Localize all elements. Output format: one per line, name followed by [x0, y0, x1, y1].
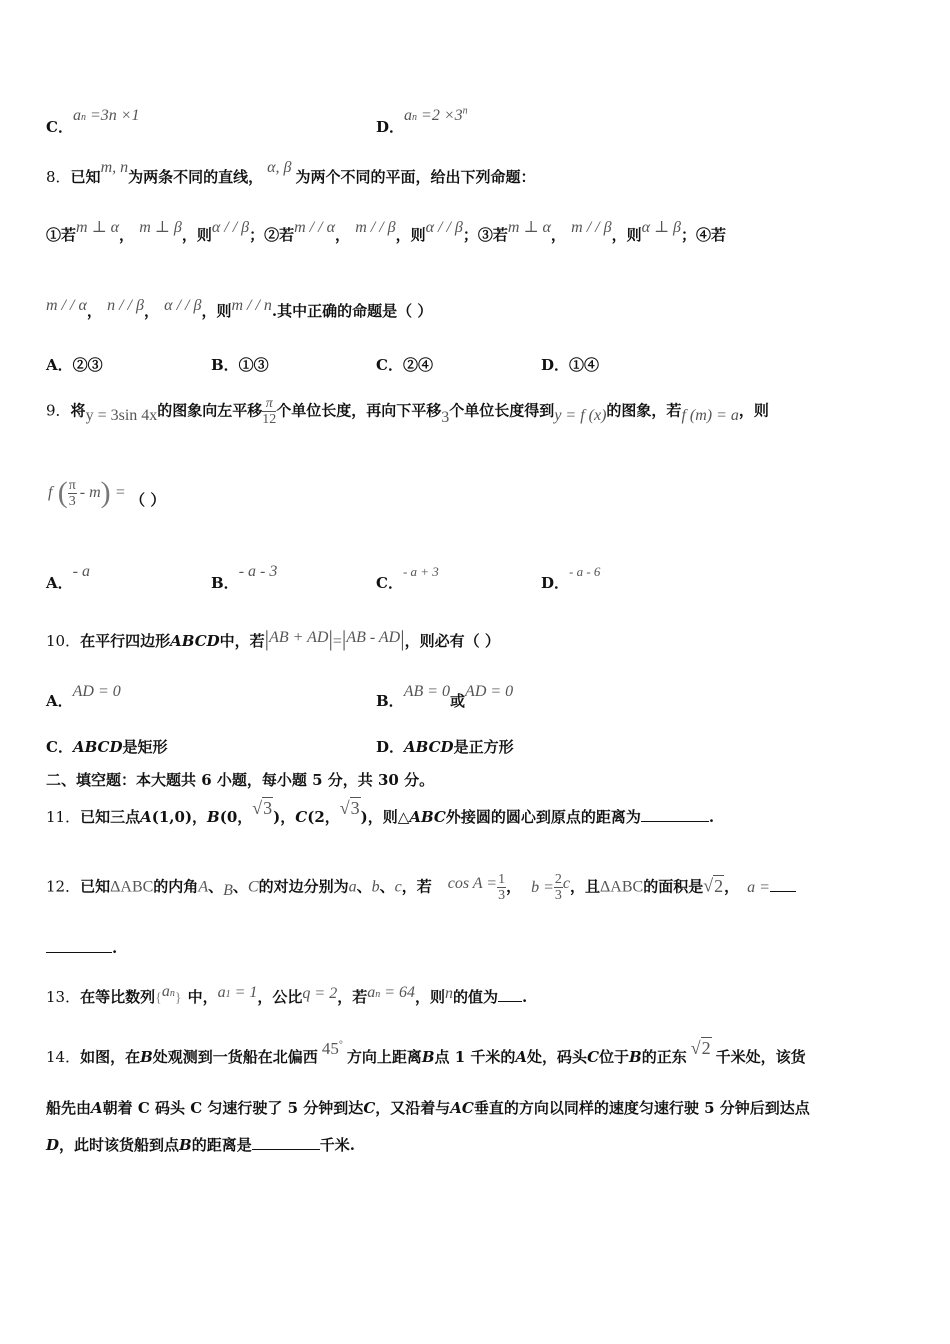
- q10-stem: 10．在平行四边形ABCD中，若|AB + AD|=|AB - AD|，则必有（ ）: [46, 626, 500, 651]
- q9-option-a: A．- a: [46, 563, 90, 592]
- q14-sqrt-2: √2: [690, 1038, 711, 1058]
- q7-option-d: [376, 104, 468, 136]
- q11-sqrt-3-a: √3: [252, 798, 273, 818]
- q12-sqrt-2: √2: [703, 875, 724, 896]
- q14-stem-line3: D，此时该货船到点B的距离是 千米.: [46, 1136, 355, 1154]
- q12-fraction-2-3: $\frac{2}{3}$: [554, 872, 562, 903]
- q12-answer-blank-b[interactable]: [46, 938, 112, 953]
- q13-stem: 13．在等比数列{an} 中，a1 = 1，公比q = 2，若an = 64，则n的值为 .: [46, 983, 528, 1006]
- section-2-heading: 二、填空题：本大题共 6 小题，每小题 5 分，共 30 分。: [46, 771, 435, 789]
- q11-answer-blank[interactable]: [641, 807, 709, 822]
- q14-stem-line1: 14．如图，在B处观测到一货船在北偏西 45°方向上距离B点 1 千米的A处，码头C位于B的正东 √2 千米处，该货: [46, 1038, 806, 1066]
- q9-fraction-pi-3: $\frac{\pi}{3}$: [68, 477, 76, 509]
- q8-option-d: D．①④: [541, 356, 600, 374]
- q14-answer-blank[interactable]: [252, 1135, 320, 1150]
- q8-option-b: B．①③: [211, 356, 269, 374]
- q10-option-a: A．AD = 0: [46, 683, 121, 710]
- q9-stem: 9．将y = 3sin 4x的图象向左平移 $\frac{\pi}{12}$ 个单位长度，再向下平移3个单位长度得到y = f (x)的图象，若f (m) = a，则: [46, 396, 769, 427]
- q8-stem: 8．已知m, n为两条不同的直线，α, β为两个不同的平面，给出下列命题：: [46, 159, 536, 186]
- q12-fraction-1-3: $\frac{1}{3}$: [498, 872, 506, 903]
- q9-expression: f ( $\frac{\pi}{3}$ - m) = （ ）: [48, 476, 166, 509]
- q9-option-d: D．- a - 6: [541, 564, 601, 592]
- q10-option-c: C．ABCD是矩形: [46, 738, 168, 756]
- q13-sequence: an: [161, 983, 175, 1000]
- q9-option-b: B．- a - 3: [211, 563, 278, 592]
- q8-option-c: C．②④: [376, 356, 433, 374]
- q14-angle: 45°: [321, 1039, 343, 1058]
- q9-option-c: C．- a + 3: [376, 564, 439, 592]
- q8-propositions-line2: m / / α， n / / β， α / / β，则m / / n.其中正确的命题是（ ）: [46, 297, 433, 320]
- q10-option-d: D．ABCD是正方形: [376, 738, 514, 756]
- q11-sqrt-3-b: √3: [339, 798, 360, 818]
- q11-stem: 11．已知三点A(1,0)，B(0，√3)，C(2，√3)，则△ABC外接圆的圆心到原点的距离为 .: [46, 798, 715, 826]
- q7-option-d-label: D．: [376, 118, 405, 136]
- q12-stem: 12．已知ΔABC的内角A、B、C的对边分别为a、b、c，若 cos A = $\frac{1}{3}$ ， b = $\frac{2}{3}$ c，且ΔABC的面积是√2， a =: [46, 872, 906, 903]
- q13-a1: a1 = 1: [217, 984, 258, 1001]
- q12-answer-line: .: [46, 938, 117, 957]
- q10-option-b: B．AB = 0或AD = 0: [376, 683, 514, 710]
- q7-option-d-math: an $=2 \times 3^n$: [404, 105, 468, 124]
- q13-an: an = 64: [367, 984, 416, 1001]
- q8-propositions-line1: ①若m ⊥ α， m ⊥ β，则α / / β；②若m / / α， m / / β，则α / / β；③若m ⊥ α， m / / β，则α ⊥ β；④若: [46, 219, 727, 244]
- q13-answer-blank[interactable]: [498, 987, 522, 1002]
- q7-option-c: [46, 104, 140, 136]
- q14-stem-line2: 船先由A朝着 C 码头 C 匀速行驶了 5 分钟到达C，又沿着与AC垂直的方向以同样的速度匀速行驶 5 分钟后到达点: [46, 1099, 810, 1117]
- q8-option-a: A．②③: [46, 356, 103, 374]
- q12-answer-blank-a[interactable]: [770, 877, 796, 892]
- q7-option-c-math: an =3n ×1: [72, 107, 140, 124]
- q9-fraction-pi-12: $\frac{\pi}{12}$: [262, 396, 277, 427]
- q7-option-c-label: C．: [46, 118, 73, 136]
